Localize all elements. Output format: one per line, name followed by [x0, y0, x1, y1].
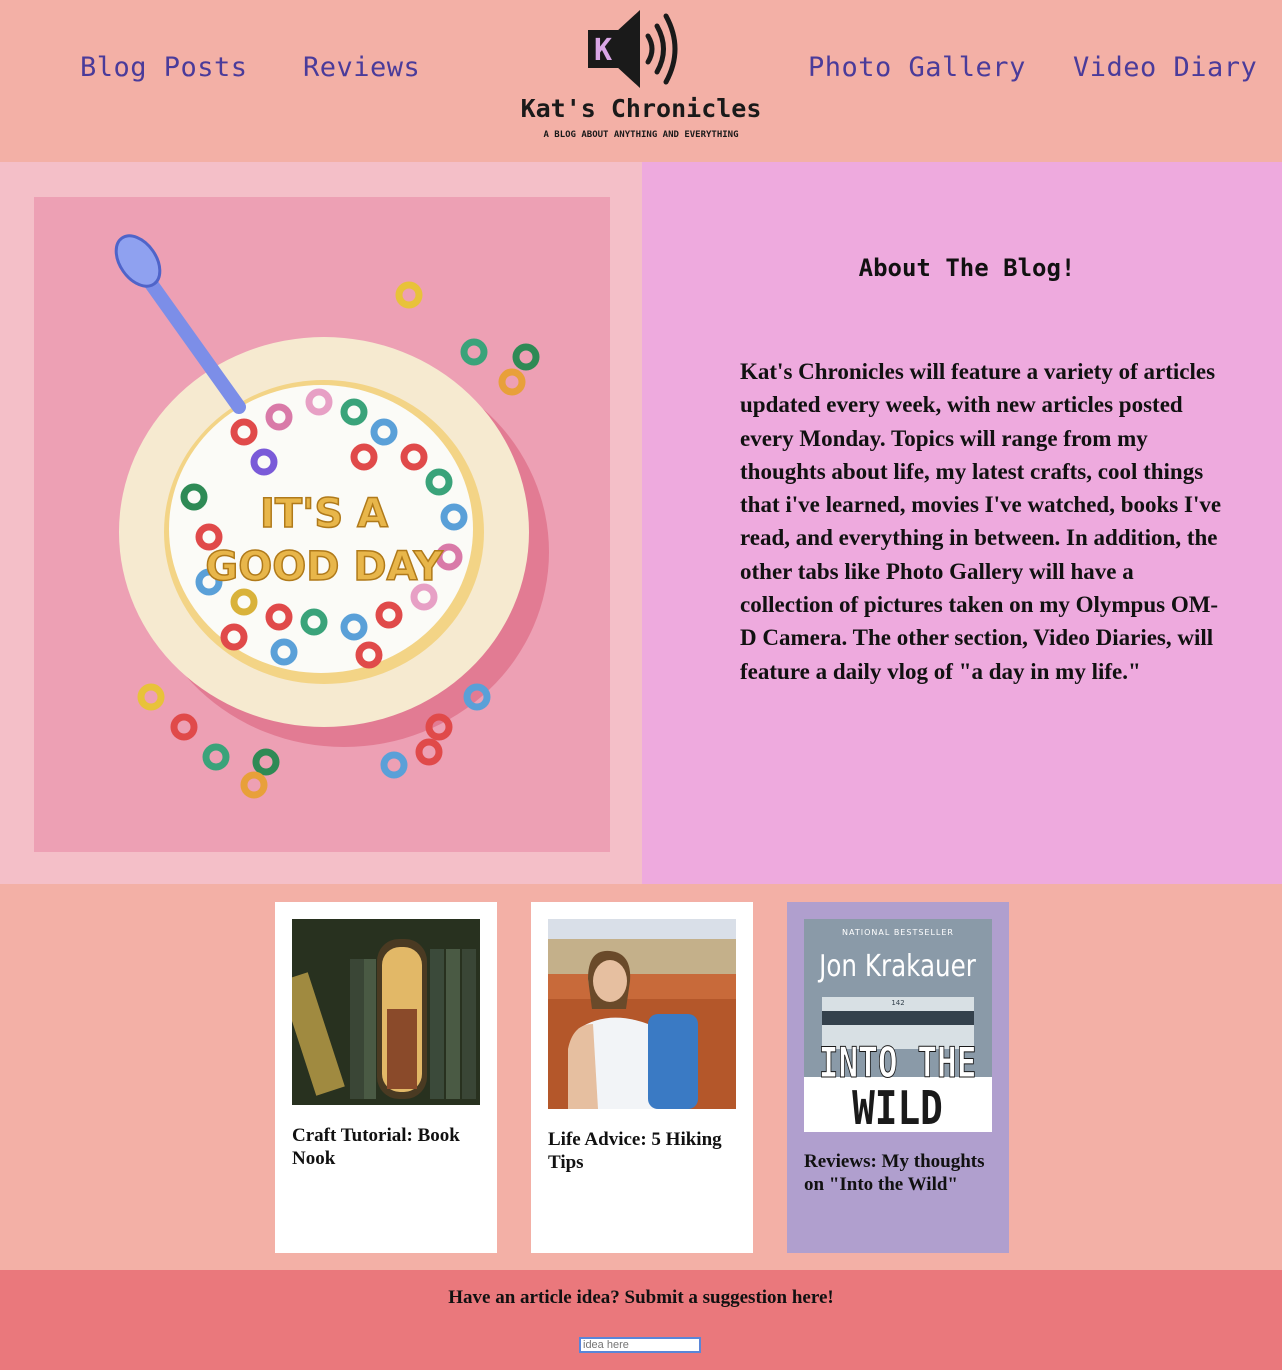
- site-tagline: A BLOG ABOUT ANYTHING AND EVERYTHING: [543, 130, 739, 140]
- book-title-line-2: WILD: [852, 1081, 943, 1132]
- nav-video-diary[interactable]: Video Diary: [1073, 52, 1258, 83]
- article-card-book-nook[interactable]: [275, 902, 497, 1253]
- bus-number: 142: [891, 999, 905, 1007]
- idea-input[interactable]: [579, 1337, 701, 1353]
- nav-reviews[interactable]: Reviews: [303, 52, 421, 83]
- book-nook-photo: [292, 919, 480, 1105]
- card-title: Life Advice: 5 Hiking Tips: [548, 1129, 722, 1173]
- about-title: About The Blog!: [858, 254, 1076, 282]
- article-card-hiking[interactable]: [531, 902, 753, 1253]
- hiking-photo: [548, 919, 736, 1109]
- logo-letter: K: [593, 33, 613, 68]
- into-the-wild-book-cover: [804, 919, 992, 1132]
- book-badge: NATIONAL BESTSELLER: [841, 928, 955, 937]
- site-header: [0, 0, 1282, 162]
- book-author: Jon Krakauer: [819, 949, 976, 984]
- suggestion-footer: [0, 1270, 1282, 1370]
- cereal-bowl-illustration: [34, 197, 610, 852]
- about-body: Kat's Chronicles will feature a variety of articles updated every week, with new articles posted every Monday. Topics will range from my thoughts about life, my latest crafts, cool things that i've learned, movies I've watched, books I've read, and everything in between. In addition, the other tabs like Photo Gallery will have a collection of pictures taken on my Olympus OM-D Camera. The other section, Video Diaries, will feature a daily vlog of "a day in my life.": [740, 359, 1222, 684]
- suggestion-prompt: Have an article idea? Submit a suggestion here!: [448, 1287, 834, 1308]
- art-text-line-1: IT'S A: [259, 491, 389, 537]
- art-text-line-2: GOOD DAY: [205, 544, 443, 590]
- book-title-line-1: INTO THE: [818, 1037, 977, 1088]
- nav-blog-posts[interactable]: Blog Posts: [80, 52, 248, 83]
- site-title: Kat's Chronicles: [520, 94, 762, 123]
- nav-photo-gallery[interactable]: Photo Gallery: [808, 52, 1026, 83]
- card-title: Craft Tutorial: Book Nook: [292, 1125, 460, 1169]
- speaker-icon[interactable]: [586, 8, 688, 90]
- card-title: Reviews: My thoughts on "Into the Wild": [804, 1151, 985, 1195]
- article-card-into-the-wild[interactable]: [787, 902, 1009, 1253]
